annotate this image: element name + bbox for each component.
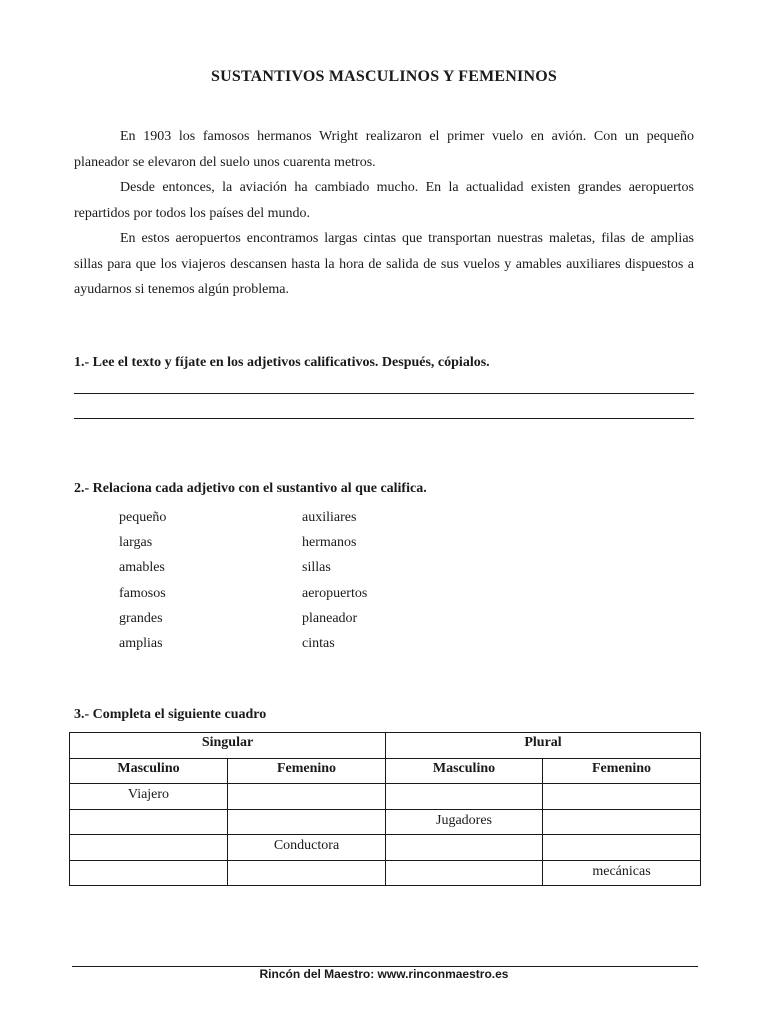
noun-item: cintas bbox=[302, 636, 335, 652]
group-header-plural: Plural bbox=[386, 733, 701, 759]
noun-item: sillas bbox=[302, 560, 331, 576]
answer-line[interactable] bbox=[74, 418, 694, 419]
exercise3-heading: 3.- Completa el siguiente cuadro bbox=[74, 707, 267, 722]
table-cell[interactable] bbox=[386, 860, 543, 886]
table-cell[interactable] bbox=[228, 860, 386, 886]
adjective-item: famosos bbox=[119, 585, 166, 601]
table-row bbox=[70, 784, 701, 810]
exercise2-heading: 2.- Relaciona cada adjetivo con el sustantivo al que califica. bbox=[74, 481, 427, 496]
column-header: Masculino bbox=[70, 758, 228, 784]
answer-line[interactable] bbox=[74, 393, 694, 394]
table-cell[interactable] bbox=[386, 784, 543, 810]
table-group-header-row bbox=[70, 733, 701, 759]
intro-paragraph: Desde entonces, la aviación ha cambiado mucho. En la actualidad existen grandes aeropuertos repartidos por todos los países del mundo. bbox=[74, 180, 694, 221]
page-title: SUSTANTIVOS MASCULINOS Y FEMENINOS bbox=[211, 68, 557, 85]
noun-gender-table bbox=[69, 732, 701, 886]
column-header: Femenino bbox=[228, 758, 386, 784]
table-cell[interactable]: Conductora bbox=[228, 835, 386, 861]
adjective-item: pequeño bbox=[119, 510, 167, 525]
group-header-singular: Singular bbox=[70, 733, 386, 759]
noun-item: hermanos bbox=[302, 535, 357, 551]
page-footer: Rincón del Maestro: www.rinconmaestro.es bbox=[259, 967, 509, 981]
intro-text bbox=[74, 124, 694, 303]
table-cell[interactable]: mecánicas bbox=[543, 860, 701, 886]
adjective-item: largas bbox=[119, 535, 153, 551]
noun-item: planeador bbox=[302, 610, 358, 626]
noun-list bbox=[302, 505, 367, 656]
intro-paragraph: En 1903 los famosos hermanos Wright realizaron el primer vuelo en avión. Con un pequeño planeador se elevaron del suelo unos cuarenta metros. bbox=[74, 129, 694, 170]
column-header: Masculino bbox=[386, 758, 543, 784]
adjective-item: amplias bbox=[119, 636, 163, 652]
table-cell[interactable]: Viajero bbox=[70, 784, 228, 810]
noun-item: auxiliares bbox=[302, 510, 357, 525]
noun-item: aeropuertos bbox=[302, 585, 368, 601]
adjective-item: grandes bbox=[119, 610, 163, 626]
table-cell[interactable] bbox=[386, 835, 543, 861]
intro-paragraph: En estos aeropuertos encontramos largas cintas que transportan nuestras maletas, filas de amplias sillas para que los viajeros descansen hasta la hora de salida de sus vuelos y amables auxiliares dispuestos a ayudarnos si tenemos algún problema. bbox=[74, 231, 694, 297]
exercise1-heading: 1.- Lee el texto y fíjate en los adjetivos calificativos. Después, cópialos. bbox=[74, 355, 490, 370]
table-row bbox=[70, 835, 701, 861]
table-cell[interactable] bbox=[228, 784, 386, 810]
column-header: Femenino bbox=[543, 758, 701, 784]
table-row bbox=[70, 860, 701, 886]
adjective-item: amables bbox=[119, 560, 165, 576]
table-cell[interactable] bbox=[543, 784, 701, 810]
table-cell[interactable] bbox=[543, 809, 701, 835]
table-cell[interactable]: Jugadores bbox=[386, 809, 543, 835]
table-cell[interactable] bbox=[70, 835, 228, 861]
table-row bbox=[70, 809, 701, 835]
table-cell[interactable] bbox=[228, 809, 386, 835]
table-cell[interactable] bbox=[543, 835, 701, 861]
table-column-header-row bbox=[70, 758, 701, 784]
table-cell[interactable] bbox=[70, 809, 228, 835]
adjective-list bbox=[119, 505, 166, 656]
table-cell[interactable] bbox=[70, 860, 228, 886]
